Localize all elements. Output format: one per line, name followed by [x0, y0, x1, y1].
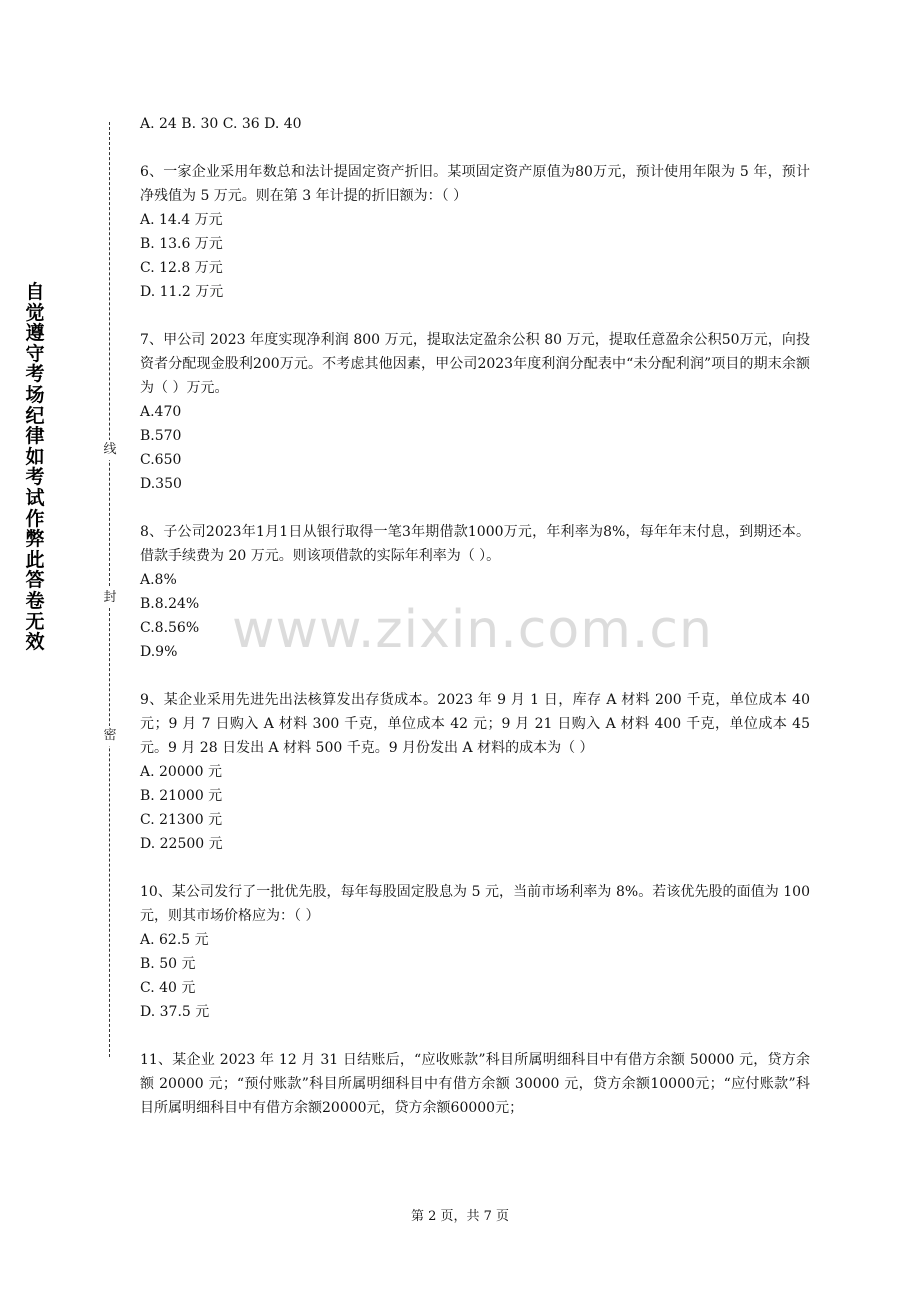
option-b: B. 50 元 [140, 956, 196, 972]
question-text: 9、某企业采用先进先出法核算发出存货成本。2023 年 9 月 1 日，库存 A 材料 200 千克，单位成本 40 元；9 月 7 日购入 A 材料 300 千克，单位成本 42 元；9 月 21 日购入 A 材料 400 千克，单位成本 45 元。9 月 28 日发出 A 材料 500 千克。9 月份发出 A 材料的成本为（ ） [140, 692, 810, 756]
seal-mark-secret: 密 [101, 726, 119, 746]
option-a: A. 20000 元 [140, 764, 222, 780]
option-c: C. 40 元 [140, 980, 196, 996]
question-7 [140, 328, 810, 496]
option-b: B. 21000 元 [140, 788, 223, 804]
question-8 [140, 520, 810, 664]
option-a: A. 62.5 元 [140, 932, 209, 948]
question-9 [140, 688, 810, 856]
seal-mark-seal: 封 [101, 588, 119, 608]
seal-mark-line: 线 [101, 440, 119, 460]
option-a: A. 14.4 万元 [140, 212, 223, 228]
option-d: D. 37.5 元 [140, 1004, 210, 1020]
exam-discipline-notice: 自觉遵守考场纪律如考试作弊此答卷无效 [25, 281, 45, 654]
question-text: 11、某企业 2023 年 12 月 31 日结账后，“应收账款”科目所属明细科目中有借方余额 50000 元，贷方余额 20000 元；“预付账款”科目所属明细科目中有借方余额 30000 元，贷方余额10000元；“应付账款”科目所属明细科目中有借方余额20000元，贷方余额60000元； [140, 1052, 810, 1116]
question-11 [140, 1048, 810, 1120]
option-c: C.650 [140, 452, 182, 468]
option-c: C. 21300 元 [140, 812, 223, 828]
option-b: B.570 [140, 428, 182, 444]
page-number-footer: 第 2 页，共 7 页 [410, 1209, 510, 1224]
question-text: 6、一家企业采用年数总和法计提固定资产折旧。某项固定资产原值为80万元，预计使用年限为 5 年，预计净残值为 5 万元。则在第 3 年计提的折旧额为：（ ） [140, 164, 810, 204]
question-6 [140, 160, 810, 304]
q5-options: A. 24 B. 30 C. 36 D. 40 [140, 116, 302, 132]
option-d: D.9% [140, 644, 178, 660]
question-list [140, 112, 810, 1120]
option-b: B.8.24% [140, 596, 200, 612]
option-b: B. 13.6 万元 [140, 236, 223, 252]
option-d: D. 11.2 万元 [140, 284, 224, 300]
question-text: 8、子公司2023年1月1日从银行取得一笔3年期借款1000万元，年利率为8%，每年年末付息，到期还本。借款手续费为 20 万元。则该项借款的实际年利率为（ ）。 [140, 524, 810, 564]
option-d: D.350 [140, 476, 182, 492]
question-text: 7、甲公司 2023 年度实现净利润 800 万元，提取法定盈余公积 80 万元，提取任意盈余公积50万元，向投资者分配现金股利200万元。不考虑其他因素，甲公司2023年度利润分配表中“未分配利润”项目的期末余额为（ ）万元。 [140, 332, 810, 396]
option-c: C.8.56% [140, 620, 200, 636]
option-a: A.470 [140, 404, 182, 420]
question-text: 10、某公司发行了一批优先股，每年每股固定股息为 5 元，当前市场利率为 8%。若该优先股的面值为 100 元，则其市场价格应为：（ ） [140, 884, 810, 924]
watermark: www.zixin.com.cn [232, 600, 713, 660]
option-c: C. 12.8 万元 [140, 260, 223, 276]
option-a: A.8% [140, 572, 177, 588]
option-d: D. 22500 元 [140, 836, 223, 852]
question-10 [140, 880, 810, 1024]
